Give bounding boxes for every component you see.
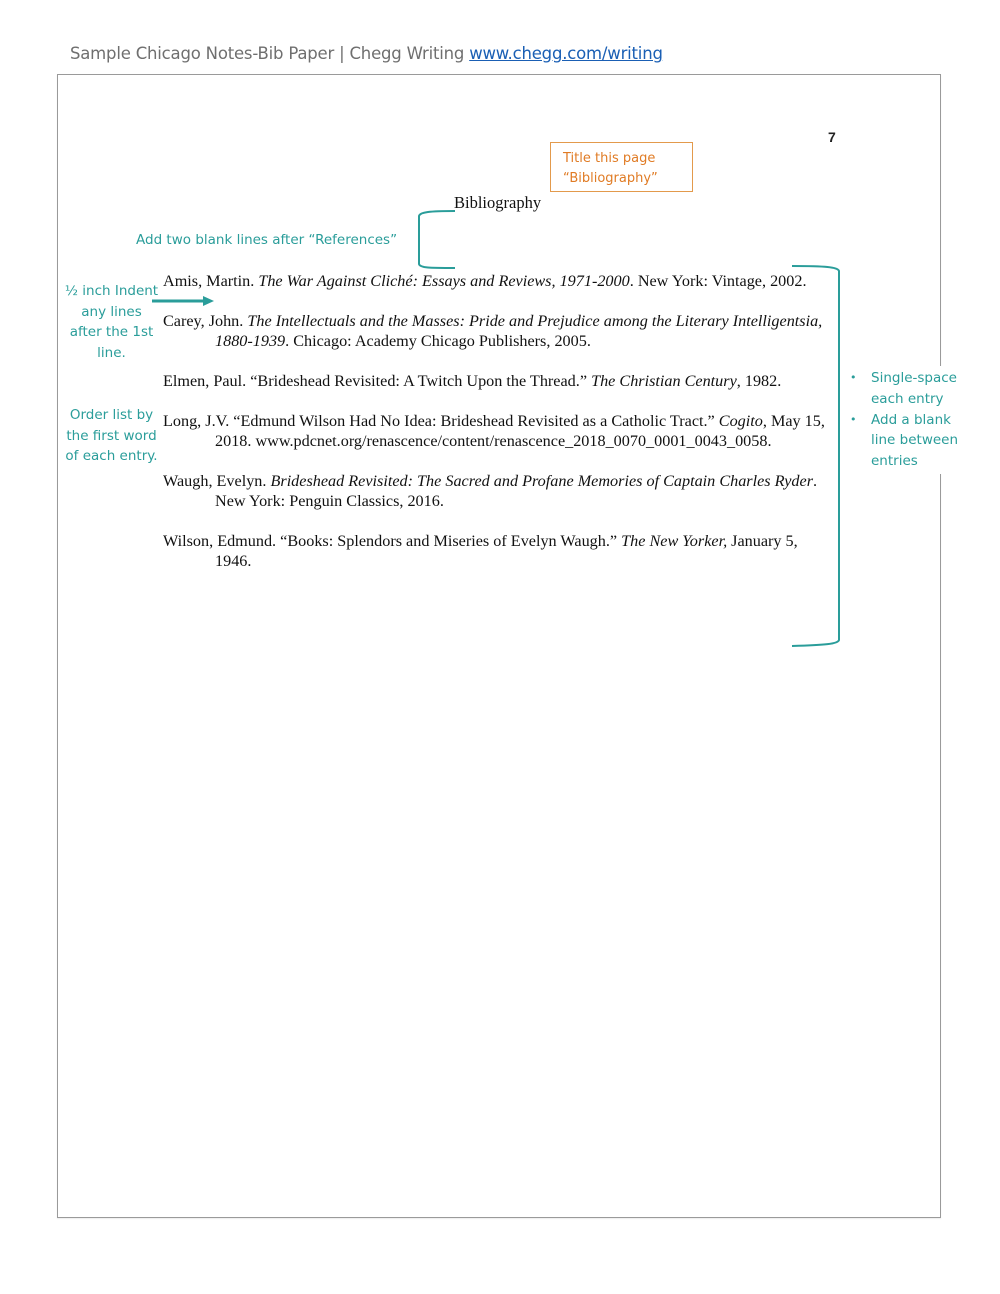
entry-title: The War Against Cliché: Essays and Reviews, 1971-2000 xyxy=(258,272,630,290)
spacing-note-item: • Add a blank line between entries xyxy=(844,410,974,472)
entry-text: Elmen, Paul. “Brideshead Revisited: A Twitch Upon the Thread.” xyxy=(163,372,592,390)
entry-text: Carey, John. xyxy=(163,312,248,330)
bibliography-entry xyxy=(163,371,835,391)
bibliography-entry xyxy=(163,411,835,451)
title-annotation-box xyxy=(550,142,693,192)
entry-title: Brideshead Revisited: The Sacred and Profane Memories of Captain Charles Ryder xyxy=(270,472,813,490)
spacing-note-item: • Single-space each entry xyxy=(844,368,974,410)
bibliography-entry xyxy=(163,531,835,571)
indent-annotation: ½ inch Indent any lines after the 1st line. xyxy=(64,283,159,361)
entry-text: . New York: Penguin Classics, 2016. xyxy=(215,472,818,510)
bibliography-list xyxy=(163,271,835,591)
bibliography-entry xyxy=(163,271,835,291)
entry-text: , May 15, 2018. www.pdcnet.org/renascence/content/renascence_2018_0070_0001_0043_0058. xyxy=(215,412,825,450)
entry-title: Cogito xyxy=(718,412,763,430)
entry-title: The New Yorker, xyxy=(621,532,728,550)
page-number: 7 xyxy=(828,129,836,145)
entry-text: Waugh, Evelyn. xyxy=(163,472,271,490)
entry-text: Amis, Martin. xyxy=(163,272,259,290)
title-annotation-line2: “Bibliography” xyxy=(563,171,658,186)
entry-text: , 1982. xyxy=(736,372,782,390)
entry-title: The Christian Century xyxy=(591,372,737,390)
bibliography-entry xyxy=(163,471,835,511)
bibliography-heading: Bibliography xyxy=(454,193,542,212)
entry-text: Long, J.V. “Edmund Wilson Had No Idea: Brideshead Revisited as a Catholic Tract.” xyxy=(163,412,719,430)
order-annotation: Order list by the first word of each entry. xyxy=(65,407,158,464)
header-title: Sample Chicago Notes-Bib Paper | Chegg Writing xyxy=(70,44,470,63)
title-annotation-line1: Title this page xyxy=(563,151,656,166)
document-header xyxy=(70,44,663,63)
entry-text: Wilson, Edmund. “Books: Splendors and Miseries of Evelyn Waugh.” xyxy=(163,532,622,550)
chegg-writing-link[interactable]: www.chegg.com/writing xyxy=(469,44,663,63)
entry-text: . Chicago: Academy Chicago Publishers, 2005. xyxy=(285,332,591,350)
bibliography-entry xyxy=(163,311,835,351)
blank-lines-annotation: Add two blank lines after “References” xyxy=(136,232,398,248)
entry-text: . New York: Vintage, 2002. xyxy=(629,272,807,290)
spacing-annotation xyxy=(844,366,974,474)
entry-title: The Intellectuals and the Masses: Pride and Prejudice among the Literary Intelligentsia, 1880-1939 xyxy=(215,312,823,350)
entry-text: January 5, 1946. xyxy=(215,532,798,570)
